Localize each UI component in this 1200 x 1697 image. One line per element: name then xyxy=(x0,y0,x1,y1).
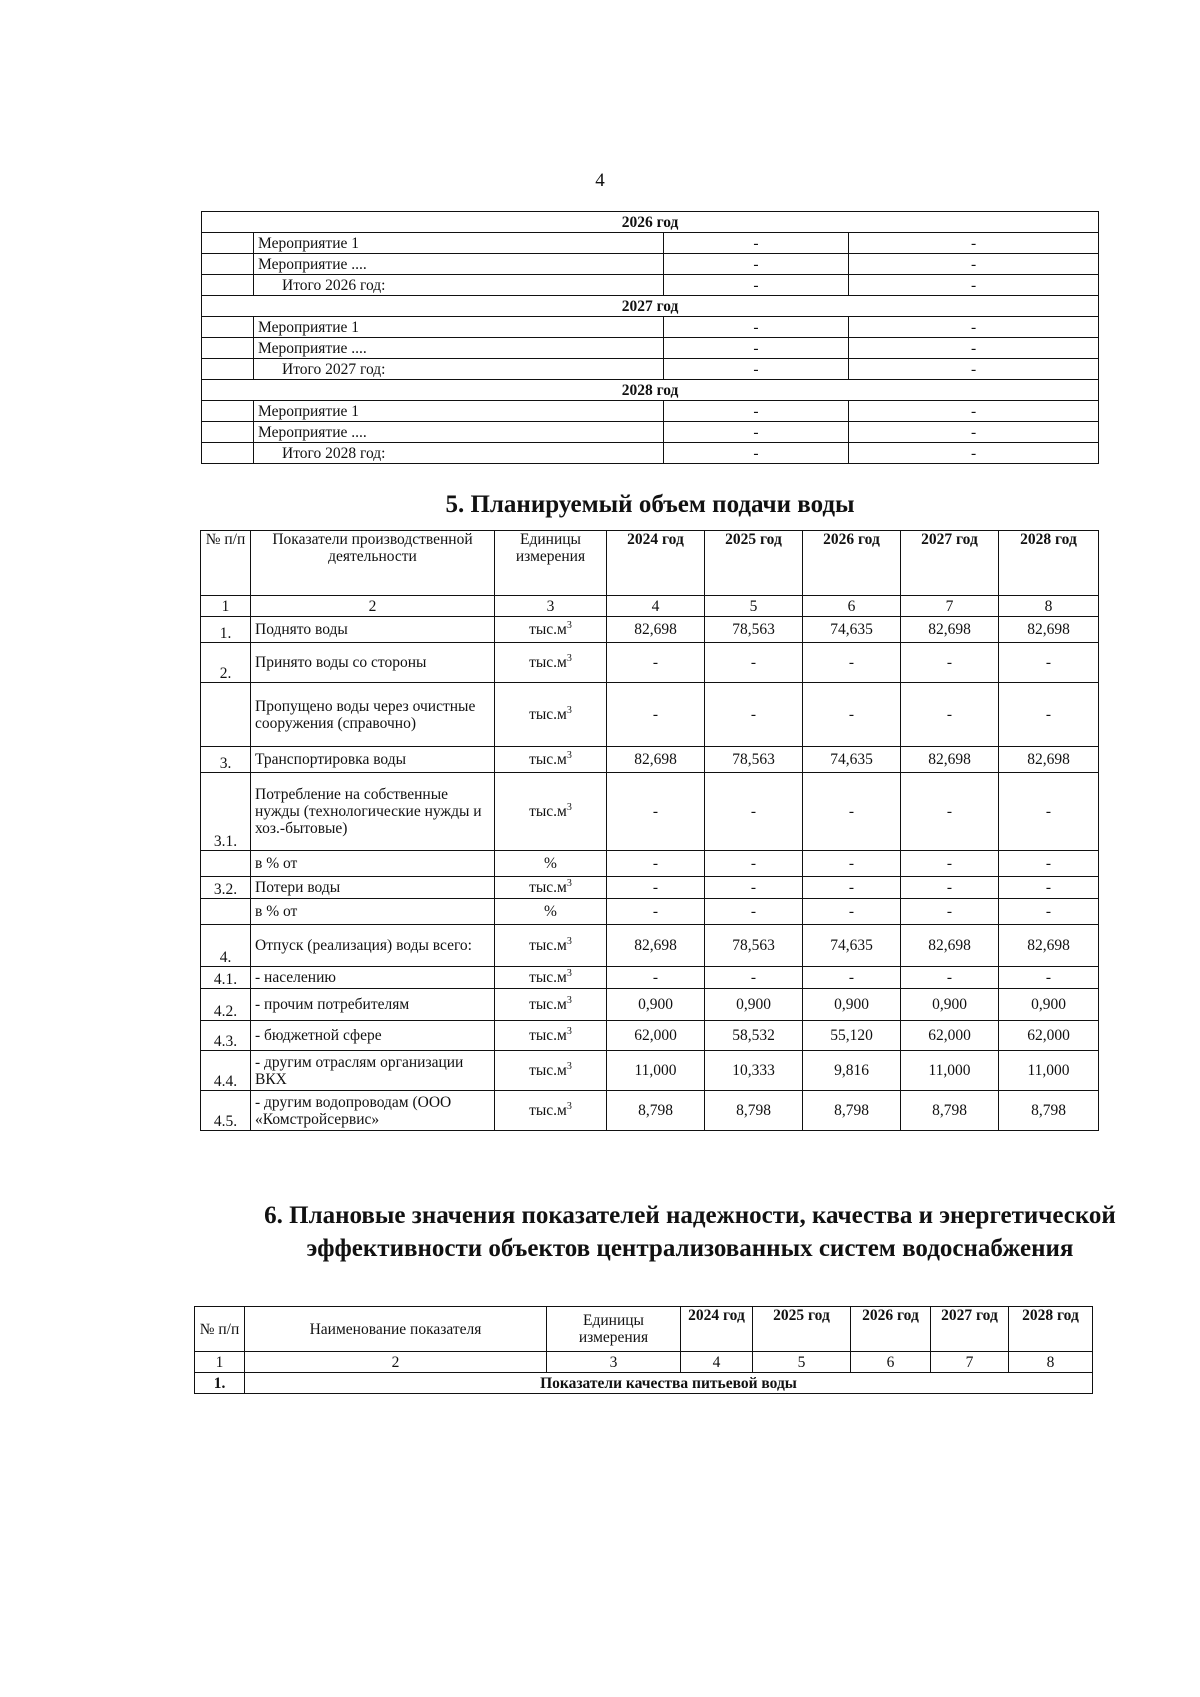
header-num: № п/п xyxy=(195,1307,245,1352)
indicator-name: Отпуск (реализация) воды всего: xyxy=(251,925,495,967)
header-2028: 2028 год xyxy=(999,531,1099,596)
event-label: Мероприятие 1 xyxy=(254,233,664,254)
table-row xyxy=(201,683,1099,747)
event-value: - xyxy=(849,422,1099,443)
event-label: Итого 2026 год: xyxy=(254,275,664,296)
indicator-name: Принято воды со стороны xyxy=(251,643,495,683)
value-cell: 78,563 xyxy=(705,925,803,967)
unit-text: тыс.м xyxy=(529,751,567,768)
unit-text: тыс.м xyxy=(529,1027,567,1044)
unit-superscript: 3 xyxy=(566,1025,572,1037)
unit-cell xyxy=(495,899,607,925)
value-cell: - xyxy=(803,967,901,989)
table-row xyxy=(202,317,1099,338)
unit-cell xyxy=(495,683,607,747)
value-cell: - xyxy=(803,683,901,747)
column-index: 1 xyxy=(195,1352,245,1373)
row-number: 1. xyxy=(201,617,251,643)
value-cell: 11,000 xyxy=(999,1051,1099,1091)
column-index: 2 xyxy=(251,596,495,617)
event-value: - xyxy=(664,443,849,464)
value-cell: 8,798 xyxy=(901,1091,999,1131)
value-cell: - xyxy=(999,773,1099,851)
value-cell: 10,333 xyxy=(705,1051,803,1091)
unit-cell xyxy=(495,967,607,989)
column-index: 7 xyxy=(931,1352,1009,1373)
row-number: 4.4. xyxy=(201,1051,251,1091)
column-index-row xyxy=(201,596,1099,617)
event-value: - xyxy=(849,275,1099,296)
table-row xyxy=(202,233,1099,254)
column-index: 4 xyxy=(607,596,705,617)
table-row xyxy=(201,967,1099,989)
header-2027: 2027 год xyxy=(901,531,999,596)
section-6-title: 6. Плановые значения показателей надежности, качества и энергетической эффективности объектов централизованных систем водоснабжения xyxy=(264,1202,1116,1262)
value-cell: - xyxy=(607,877,705,899)
value-cell: - xyxy=(607,967,705,989)
header-unit: Единицы измерения xyxy=(495,531,607,596)
value-cell: 82,698 xyxy=(999,617,1099,643)
value-cell: 82,698 xyxy=(901,747,999,773)
table-row xyxy=(202,422,1099,443)
table-row xyxy=(201,643,1099,683)
unit-cell xyxy=(495,617,607,643)
unit-text: тыс.м xyxy=(529,879,567,896)
table-row xyxy=(202,254,1099,275)
table-row xyxy=(202,359,1099,380)
column-index: 6 xyxy=(803,596,901,617)
page-number: 4 xyxy=(595,170,605,191)
unit-text: тыс.м xyxy=(529,937,567,954)
unit-superscript: 3 xyxy=(566,1060,572,1072)
value-cell: - xyxy=(607,899,705,925)
unit-cell xyxy=(495,747,607,773)
value-cell: - xyxy=(607,773,705,851)
row-number: 3.2. xyxy=(201,877,251,899)
reliability-table xyxy=(194,1306,1093,1394)
unit-cell xyxy=(495,1091,607,1131)
unit-superscript: 3 xyxy=(566,1100,572,1112)
unit-text: тыс.м xyxy=(529,803,567,820)
value-cell: 55,120 xyxy=(803,1021,901,1051)
event-value: - xyxy=(664,254,849,275)
column-index: 3 xyxy=(495,596,607,617)
unit-cell xyxy=(495,1051,607,1091)
unit-superscript: 3 xyxy=(566,619,572,631)
value-cell: 82,698 xyxy=(901,617,999,643)
empty-cell xyxy=(202,254,254,275)
event-label: Мероприятие .... xyxy=(254,254,664,275)
value-cell: 9,816 xyxy=(803,1051,901,1091)
table-row xyxy=(202,443,1099,464)
row-number xyxy=(201,899,251,925)
value-cell: 8,798 xyxy=(607,1091,705,1131)
column-index: 8 xyxy=(999,596,1099,617)
indicator-name: - бюджетной сфере xyxy=(251,1021,495,1051)
event-value: - xyxy=(664,317,849,338)
empty-cell xyxy=(202,317,254,338)
column-index: 3 xyxy=(547,1352,681,1373)
value-cell: 8,798 xyxy=(999,1091,1099,1131)
value-cell: - xyxy=(607,683,705,747)
unit-superscript: 3 xyxy=(566,994,572,1006)
table-row xyxy=(201,617,1099,643)
value-cell: 11,000 xyxy=(607,1051,705,1091)
row-number xyxy=(201,683,251,747)
value-cell: 78,563 xyxy=(705,617,803,643)
value-cell: 74,635 xyxy=(803,747,901,773)
event-label: Мероприятие 1 xyxy=(254,401,664,422)
table-row xyxy=(201,1021,1099,1051)
unit-cell xyxy=(495,643,607,683)
value-cell: - xyxy=(999,967,1099,989)
event-value: - xyxy=(849,233,1099,254)
table-row xyxy=(201,773,1099,851)
value-cell: 62,000 xyxy=(999,1021,1099,1051)
indicator-name: - населению xyxy=(251,967,495,989)
unit-cell xyxy=(495,925,607,967)
value-cell: - xyxy=(803,851,901,877)
header-2025: 2025 год xyxy=(753,1307,851,1352)
value-cell: 82,698 xyxy=(607,925,705,967)
row-number: 4. xyxy=(201,925,251,967)
year-heading: 2026 год xyxy=(202,212,1099,233)
empty-cell xyxy=(202,359,254,380)
unit-superscript: 3 xyxy=(566,935,572,947)
water-supply-table xyxy=(200,530,1099,1131)
event-value: - xyxy=(664,233,849,254)
unit-cell xyxy=(495,851,607,877)
value-cell: - xyxy=(705,877,803,899)
event-value: - xyxy=(849,359,1099,380)
indicator-name: Потери воды xyxy=(251,877,495,899)
value-cell: 74,635 xyxy=(803,925,901,967)
unit-text: тыс.м xyxy=(529,1102,567,1119)
unit-text: тыс.м xyxy=(529,654,567,671)
value-cell: - xyxy=(705,683,803,747)
row-number: 4.3. xyxy=(201,1021,251,1051)
year-heading-row xyxy=(202,212,1099,233)
year-heading: 2027 год xyxy=(202,296,1099,317)
unit-superscript: 3 xyxy=(566,704,572,716)
unit-text: тыс.м xyxy=(529,969,567,986)
header-2026: 2026 год xyxy=(851,1307,931,1352)
event-label: Мероприятие 1 xyxy=(254,317,664,338)
table-row xyxy=(195,1373,1093,1394)
event-label: Итого 2027 год: xyxy=(254,359,664,380)
row-number xyxy=(201,851,251,877)
unit-cell xyxy=(495,877,607,899)
table-row xyxy=(202,401,1099,422)
unit-superscript: 3 xyxy=(566,801,572,813)
year-heading-row xyxy=(202,380,1099,401)
value-cell: 11,000 xyxy=(901,1051,999,1091)
value-cell: - xyxy=(999,683,1099,747)
value-cell: 74,635 xyxy=(803,617,901,643)
column-index: 5 xyxy=(705,596,803,617)
event-value: - xyxy=(664,422,849,443)
value-cell: - xyxy=(999,877,1099,899)
table-row xyxy=(201,1091,1099,1131)
event-value: - xyxy=(849,443,1099,464)
value-cell: 62,000 xyxy=(901,1021,999,1051)
table-row xyxy=(201,925,1099,967)
unit-text: % xyxy=(544,855,557,872)
empty-cell xyxy=(202,233,254,254)
value-cell: - xyxy=(705,773,803,851)
value-cell: - xyxy=(803,773,901,851)
value-cell: 82,698 xyxy=(999,747,1099,773)
value-cell: 0,900 xyxy=(705,989,803,1021)
table-row xyxy=(201,899,1099,925)
event-label: Мероприятие .... xyxy=(254,338,664,359)
indicator-name: - прочим потребителям xyxy=(251,989,495,1021)
empty-cell xyxy=(202,338,254,359)
indicator-name: Поднято воды xyxy=(251,617,495,643)
value-cell: - xyxy=(901,683,999,747)
event-value: - xyxy=(664,275,849,296)
indicator-name: Потребление на собственные нужды (технологические нужды и хоз.-бытовые) xyxy=(251,773,495,851)
value-cell: - xyxy=(803,899,901,925)
value-cell: - xyxy=(999,899,1099,925)
unit-superscript: 3 xyxy=(566,652,572,664)
table-row xyxy=(202,338,1099,359)
value-cell: - xyxy=(705,851,803,877)
value-cell: - xyxy=(705,899,803,925)
event-value: - xyxy=(849,401,1099,422)
row-number: 2. xyxy=(201,643,251,683)
unit-text: тыс.м xyxy=(529,1062,567,1079)
unit-superscript: 3 xyxy=(566,877,572,889)
header-name: Наименование показателя xyxy=(245,1307,547,1352)
value-cell: 0,900 xyxy=(901,989,999,1021)
column-index: 8 xyxy=(1009,1352,1093,1373)
value-cell: - xyxy=(901,773,999,851)
unit-superscript: 3 xyxy=(566,749,572,761)
column-index: 6 xyxy=(851,1352,931,1373)
event-label: Мероприятие .... xyxy=(254,422,664,443)
header-unit: Единицы измерения xyxy=(547,1307,681,1352)
unit-superscript: 3 xyxy=(566,967,572,979)
empty-cell xyxy=(202,443,254,464)
event-value: - xyxy=(664,359,849,380)
indicator-name: - другим отраслям организации ВКХ xyxy=(251,1051,495,1091)
row-number: 4.5. xyxy=(201,1091,251,1131)
value-cell: - xyxy=(901,643,999,683)
table-row xyxy=(201,877,1099,899)
event-value: - xyxy=(849,254,1099,275)
indicator-name: - другим водопроводам (ООО «Комстройсервис» xyxy=(251,1091,495,1131)
value-cell: 58,532 xyxy=(705,1021,803,1051)
event-value: - xyxy=(849,317,1099,338)
table-header-row xyxy=(195,1307,1093,1352)
value-cell: - xyxy=(901,899,999,925)
event-label: Итого 2028 год: xyxy=(254,443,664,464)
row-number: 3.1. xyxy=(201,773,251,851)
value-cell: - xyxy=(803,643,901,683)
column-index: 5 xyxy=(753,1352,851,1373)
section-5-title: 5. Планируемый объем подачи воды xyxy=(445,491,855,518)
value-cell: - xyxy=(901,967,999,989)
value-cell: - xyxy=(705,967,803,989)
unit-text: тыс.м xyxy=(529,706,567,723)
table-row xyxy=(201,1051,1099,1091)
table-row xyxy=(201,851,1099,877)
value-cell: - xyxy=(803,877,901,899)
table-row xyxy=(202,275,1099,296)
unit-cell xyxy=(495,773,607,851)
column-index: 4 xyxy=(681,1352,753,1373)
value-cell: 8,798 xyxy=(803,1091,901,1131)
value-cell: - xyxy=(705,643,803,683)
value-cell: - xyxy=(999,643,1099,683)
value-cell: 62,000 xyxy=(607,1021,705,1051)
value-cell: - xyxy=(901,851,999,877)
value-cell: 0,900 xyxy=(803,989,901,1021)
value-cell: 8,798 xyxy=(705,1091,803,1131)
events-table xyxy=(201,211,1099,464)
empty-cell xyxy=(202,275,254,296)
unit-cell xyxy=(495,1021,607,1051)
value-cell: 82,698 xyxy=(607,617,705,643)
indicator-name: в % от xyxy=(251,851,495,877)
value-cell: 82,698 xyxy=(607,747,705,773)
subsection-label: Показатели качества питьевой воды xyxy=(245,1373,1093,1394)
unit-text: тыс.м xyxy=(529,621,567,638)
empty-cell xyxy=(202,401,254,422)
table-row xyxy=(201,747,1099,773)
header-2024: 2024 год xyxy=(681,1307,753,1352)
value-cell: - xyxy=(607,643,705,683)
unit-text: тыс.м xyxy=(529,996,567,1013)
column-index: 2 xyxy=(245,1352,547,1373)
unit-text: % xyxy=(544,903,557,920)
year-heading-row xyxy=(202,296,1099,317)
column-index: 7 xyxy=(901,596,999,617)
header-2025: 2025 год xyxy=(705,531,803,596)
table-header-row xyxy=(201,531,1099,596)
header-2027: 2027 год xyxy=(931,1307,1009,1352)
value-cell: 82,698 xyxy=(901,925,999,967)
events-table-body xyxy=(202,212,1099,464)
reliability-table-body xyxy=(195,1352,1093,1394)
row-number: 4.2. xyxy=(201,989,251,1021)
header-2028: 2028 год xyxy=(1009,1307,1093,1352)
value-cell: 82,698 xyxy=(999,925,1099,967)
value-cell: - xyxy=(607,851,705,877)
value-cell: - xyxy=(999,851,1099,877)
row-number: 3. xyxy=(201,747,251,773)
header-num: № п/п xyxy=(201,531,251,596)
event-value: - xyxy=(664,401,849,422)
header-2024: 2024 год xyxy=(607,531,705,596)
unit-cell xyxy=(495,989,607,1021)
empty-cell xyxy=(202,422,254,443)
indicator-name: Пропущено воды через очистные сооружения (справочно) xyxy=(251,683,495,747)
value-cell: 78,563 xyxy=(705,747,803,773)
value-cell: 0,900 xyxy=(607,989,705,1021)
header-2026: 2026 год xyxy=(803,531,901,596)
row-number: 1. xyxy=(195,1373,245,1394)
column-index: 1 xyxy=(201,596,251,617)
value-cell: - xyxy=(901,877,999,899)
water-supply-table-body xyxy=(201,596,1099,1131)
table-row xyxy=(201,989,1099,1021)
column-index-row xyxy=(195,1352,1093,1373)
year-heading: 2028 год xyxy=(202,380,1099,401)
event-value: - xyxy=(849,338,1099,359)
value-cell: 0,900 xyxy=(999,989,1099,1021)
row-number: 4.1. xyxy=(201,967,251,989)
indicator-name: в % от xyxy=(251,899,495,925)
header-indicator: Показатели производственной деятельности xyxy=(251,531,495,596)
event-value: - xyxy=(664,338,849,359)
indicator-name: Транспортировка воды xyxy=(251,747,495,773)
